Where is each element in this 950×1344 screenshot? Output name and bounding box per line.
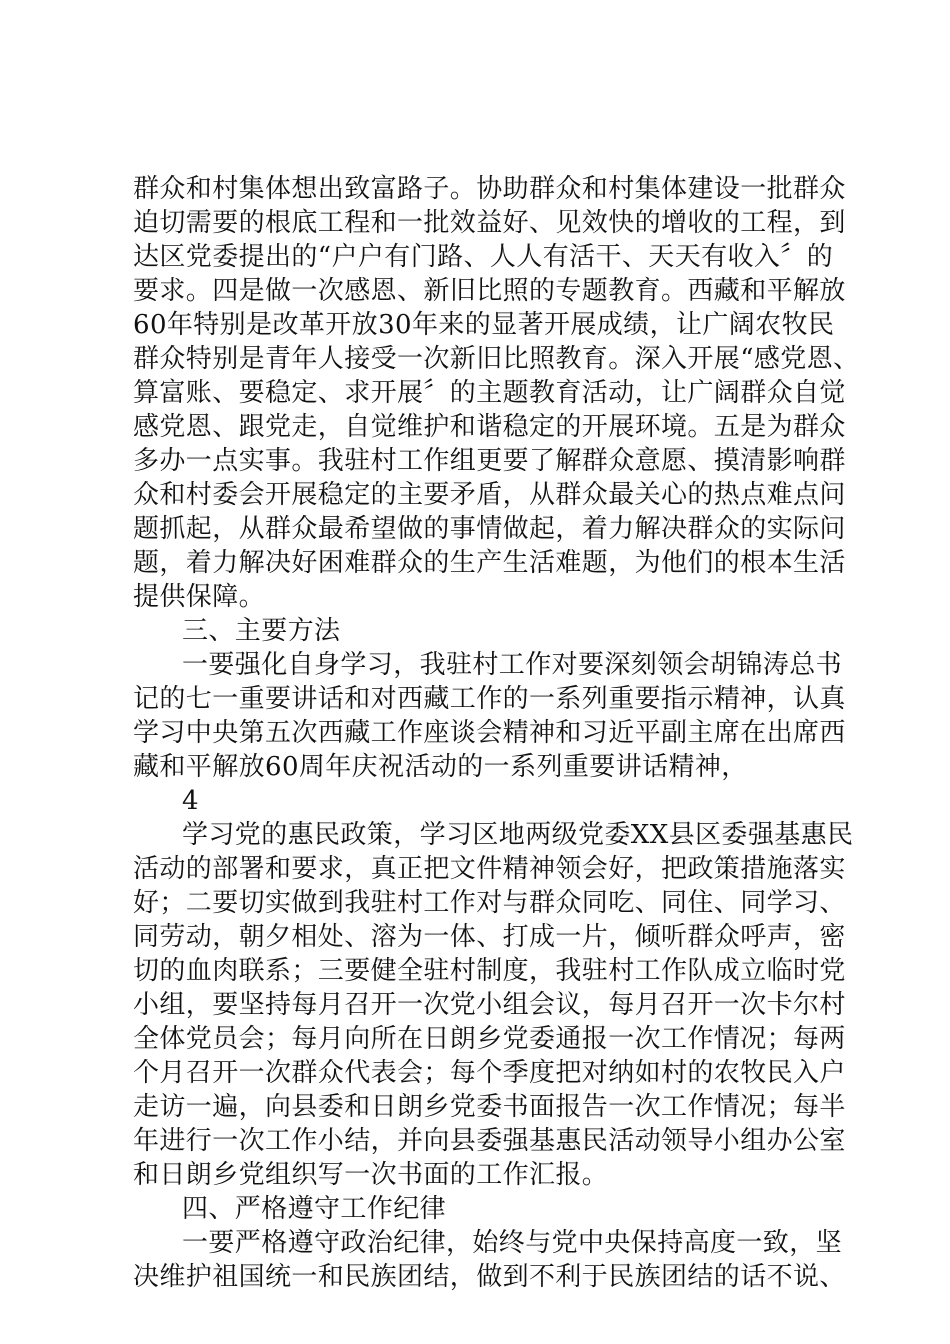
text-line: 迫切需要的根底工程和一批效益好、见效快的增收的工程，到 bbox=[133, 208, 846, 238]
text-line: 提供保障。 bbox=[133, 582, 266, 612]
text-line: 小组，要坚持每月召开一次党小组会议，每月召开一次卡尔村 bbox=[133, 990, 846, 1020]
text-line: 决维护祖国统一和民族团结，做到不利于民族团结的话不说、 bbox=[133, 1262, 846, 1292]
text-line: 一要严格遵守政治纪律，始终与党中央保持高度一致，坚 bbox=[182, 1228, 843, 1258]
text-line: 全体党员会；每月向所在日朗乡党委通报一次工作情况；每两 bbox=[133, 1024, 846, 1054]
text-line: 群众特别是青年人接受一次新旧比照教育。深入开展“感党恩、 bbox=[133, 344, 860, 374]
text-line: 多办一点实事。我驻村工作组更要了解群众意愿、摸清影响群 bbox=[133, 446, 846, 476]
text-line: 同劳动，朝夕相处、溶为一体、打成一片，倾听群众呼声，密 bbox=[133, 922, 846, 952]
text-line: 算富账、要稳定、求开展〞的主题教育活动，让广阔群众自觉 bbox=[133, 378, 846, 408]
text-line: 题抓起，从群众最希望做的事情做起，着力解决群众的实际问 bbox=[133, 514, 846, 544]
text-line: 个月召开一次群众代表会；每个季度把对纳如村的农牧民入户 bbox=[133, 1058, 846, 1088]
text-line: 活动的部署和要求，真正把文件精神领会好，把政策措施落实 bbox=[133, 854, 846, 884]
text-line: 60年特别是改革开放30年来的显著开展成绩，让广阔农牧民 bbox=[133, 310, 835, 340]
text-line: 切的血肉联系；三要健全驻村制度，我驻村工作队成立临时党 bbox=[133, 956, 846, 986]
page-number: 4 bbox=[182, 786, 199, 816]
text-line: 和日朗乡党组织写一次书面的工作汇报。 bbox=[133, 1160, 609, 1190]
text-line: 藏和平解放60周年庆祝活动的一系列重要讲话精神， bbox=[133, 752, 748, 782]
text-line: 感党恩、跟党走，自觉维护和谐稳定的开展环境。五是为群众 bbox=[133, 412, 846, 442]
text-line: 达区党委提出的“户户有门路、人人有活干、天天有收入〞的 bbox=[133, 242, 834, 272]
text-line: 要求。四是做一次感恩、新旧比照的专题教育。西藏和平解放 bbox=[133, 276, 846, 306]
text-line: 一要强化自身学习，我驻村工作对要深刻领会胡锦涛总书 bbox=[182, 650, 843, 680]
text-line: 题，着力解决好困难群众的生产生活难题，为他们的根本生活 bbox=[133, 548, 846, 578]
section-heading: 三、主要方法 bbox=[182, 616, 341, 646]
text-line: 年进行一次工作小结，并向县委强基惠民活动领导小组办公室 bbox=[133, 1126, 846, 1156]
text-line: 群众和村集体想出致富路子。协助群众和村集体建设一批群众 bbox=[133, 174, 846, 204]
text-line: 走访一遍，向县委和日朗乡党委书面报告一次工作情况；每半 bbox=[133, 1092, 846, 1122]
text-line: 记的七一重要讲话和对西藏工作的一系列重要指示精神，认真 bbox=[133, 684, 846, 714]
section-heading: 四、严格遵守工作纪律 bbox=[182, 1194, 447, 1224]
text-line: 众和村委会开展稳定的主要矛盾，从群众最关心的热点难点问 bbox=[133, 480, 846, 510]
text-line: 学习党的惠民政策，学习区地两级党委XX县区委强基惠民 bbox=[182, 820, 854, 850]
text-line: 学习中央第五次西藏工作座谈会精神和习近平副主席在出席西 bbox=[133, 718, 846, 748]
text-line: 好；二要切实做到我驻村工作对与群众同吃、同住、同学习、 bbox=[133, 888, 846, 918]
